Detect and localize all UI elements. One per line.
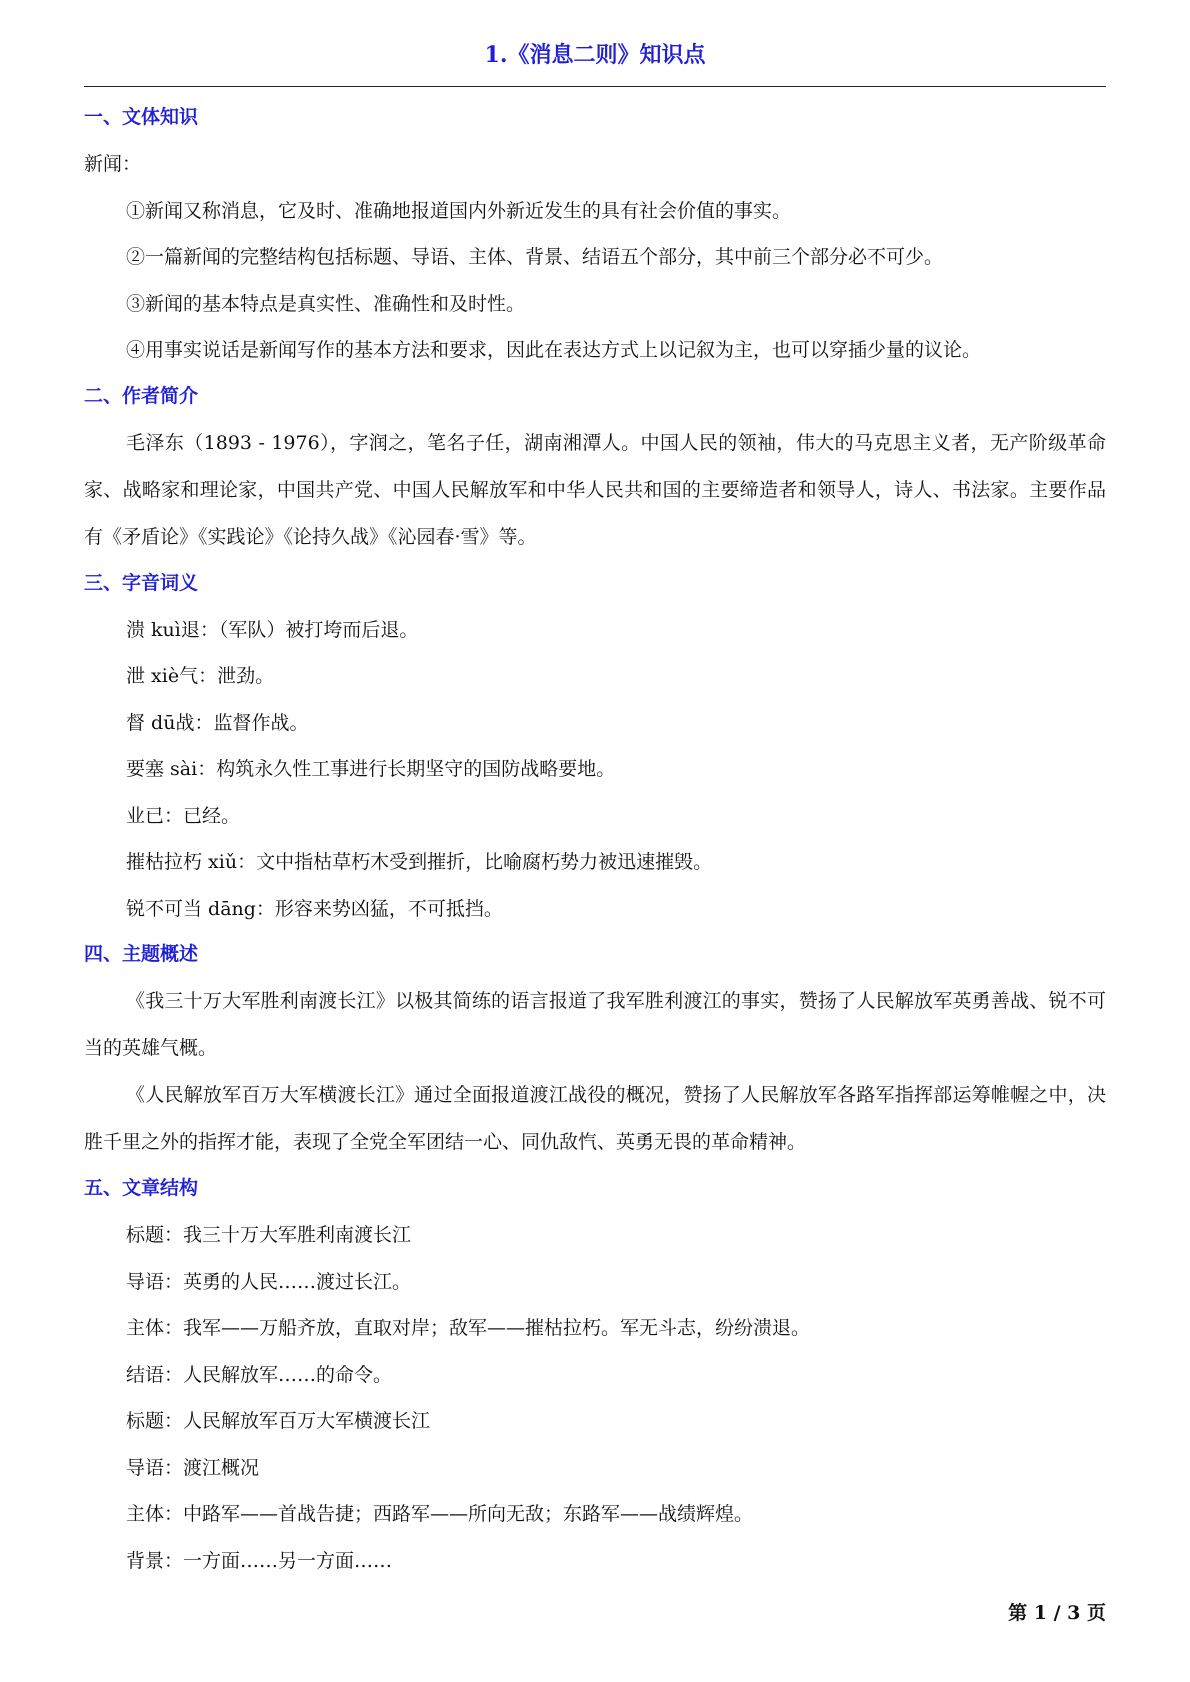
- author-paragraph: 毛泽东（1893 - 1976），字润之，笔名子任，湖南湘潭人。中国人民的领袖，伟大的马克思主义者，无产阶级革命家、战略家和理论家，中国共产党、中国人民解放军和中华人民共和国的主要缔造者和领导人，诗人、书法家。主要作品有《矛盾论》《实践论》《论持久战》《沁园春·雪》等。: [84, 431, 1106, 548]
- section-heading-genre: 一、文体知识: [84, 106, 199, 128]
- structure-item: 标题：我三十万大军胜利南渡长江: [126, 1224, 412, 1246]
- vocab-item: 溃 kuì退：（军队）被打垮而后退。: [126, 618, 419, 641]
- genre-item: ①新闻又称消息，它及时、准确地报道国内外新近发生的具有社会价值的事实。: [126, 199, 792, 222]
- vocab-item: 摧枯拉朽 xiǔ：文中指枯草朽木受到摧折，比喻腐朽势力被迅速摧毁。: [126, 851, 713, 873]
- page-number: 第 1 / 3 页: [1008, 1602, 1106, 1624]
- genre-intro: 新闻：: [84, 153, 142, 175]
- section-heading-structure: 五、文章结构: [84, 1177, 199, 1199]
- section-heading-author: 二、作者简介: [84, 384, 199, 407]
- vocab-item: 锐不可当 dāng：形容来势凶猛，不可抵挡。: [126, 897, 503, 920]
- section-heading-theme: 四、主题概述: [84, 943, 199, 965]
- vocab-item: 业已：已经。: [126, 804, 241, 827]
- genre-item: ②一篇新闻的完整结构包括标题、导语、主体、背景、结语五个部分，其中前三个部分必不可少。: [126, 246, 944, 268]
- structure-item: 导语：渡江概况: [126, 1456, 260, 1479]
- structure-item: 导语：英勇的人民……渡过长江。: [126, 1270, 412, 1293]
- structure-item: 结语：人民解放军……的命令。: [126, 1363, 393, 1386]
- structure-item: 标题：人民解放军百万大军横渡长江: [126, 1410, 431, 1432]
- genre-item: ④用事实说话是新闻写作的基本方法和要求，因此在表达方式上以记叙为主，也可以穿插少量的议论。: [126, 339, 982, 361]
- vocab-item: 要塞 sài：构筑永久性工事进行长期坚守的国防战略要地。: [126, 758, 616, 780]
- theme-paragraph: 《我三十万大军胜利南渡长江》以极其简练的语言报道了我军胜利渡江的事实，赞扬了人民解放军英勇善战、锐不可当的英雄气概。: [84, 990, 1106, 1059]
- theme-paragraph: 《人民解放军百万大军横渡长江》通过全面报道渡江战役的概况，赞扬了人民解放军各路军指挥部运筹帷幄之中，决胜千里之外的指挥才能，表现了全党全军团结一心、同仇敌忾、英勇无畏的革命精神。: [84, 1084, 1106, 1153]
- structure-item: 主体：我军——万船齐放，直取对岸；敌军——摧枯拉朽。军无斗志，纷纷溃退。: [126, 1317, 811, 1339]
- document-body: [84, 95, 1106, 1584]
- structure-item: 背景：一方面……另一方面……: [126, 1549, 393, 1572]
- title-divider: [84, 86, 1106, 87]
- vocab-item: 泄 xiè气：泄劲。: [126, 665, 275, 687]
- vocab-item: 督 dū战：监督作战。: [126, 711, 309, 734]
- document-title: 1.《消息二则》知识点: [484, 42, 706, 68]
- genre-item: ③新闻的基本特点是真实性、准确性和及时性。: [126, 292, 526, 315]
- structure-item: 主体：中路军——首战告捷；西路军——所向无敌；东路军——战绩辉煌。: [126, 1503, 754, 1525]
- section-heading-vocabulary: 三、字音词义: [84, 571, 199, 594]
